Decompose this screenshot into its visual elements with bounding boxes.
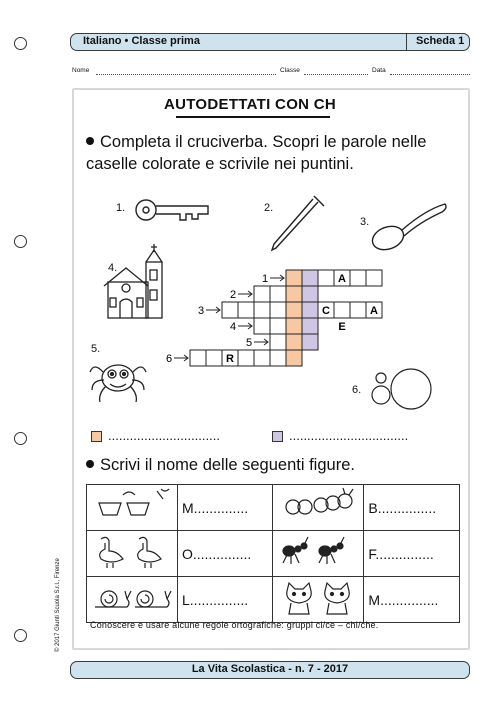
- answer-purple[interactable]: [272, 428, 408, 443]
- ants-icon: [273, 531, 363, 571]
- crossword-cell[interactable]: [222, 302, 238, 318]
- given-letter: A: [370, 305, 378, 317]
- crossword-number: 2: [230, 289, 237, 301]
- crossword-cell[interactable]: [270, 302, 286, 318]
- given-letter: C: [322, 305, 330, 317]
- answer-line: ...............................: [108, 428, 220, 443]
- answer-cell[interactable]: F...............: [364, 531, 460, 577]
- given-letter: E: [338, 321, 346, 333]
- picture-number: 1.: [116, 202, 126, 214]
- crossword-number: 1: [262, 273, 269, 285]
- picture-cell: [273, 531, 364, 577]
- given-letter: A: [338, 273, 346, 285]
- crossword-arrow-icon: [238, 291, 252, 297]
- cats-icon: [273, 577, 363, 617]
- class-label: Classe: [280, 67, 300, 74]
- crossword-cell[interactable]: [254, 286, 270, 302]
- bowls-icon: [87, 485, 177, 525]
- crossword-cell[interactable]: [238, 302, 254, 318]
- crossword-cell[interactable]: [254, 350, 270, 366]
- answer-line: .................................: [289, 428, 409, 443]
- snails-icon: [87, 577, 177, 617]
- instruction-figures: [86, 454, 466, 476]
- page-title: AUTODETTATI CON CH: [163, 96, 337, 113]
- figures-table: [86, 484, 460, 623]
- picture-number: 4.: [108, 262, 118, 274]
- crossword-arrow-icon: [270, 275, 284, 281]
- answer-cell[interactable]: M..............: [178, 485, 273, 531]
- picture-cell: [87, 577, 178, 623]
- picture-cell: [87, 485, 178, 531]
- crossword-cell[interactable]: [334, 302, 350, 318]
- picture-cell: [273, 577, 364, 623]
- crossword-cell[interactable]: [238, 350, 254, 366]
- geese-icon: [87, 531, 177, 571]
- picture-number: 3.: [360, 216, 370, 228]
- crossword-cell[interactable]: [270, 286, 286, 302]
- crossword-arrow-icon: [254, 339, 268, 345]
- answer-cell[interactable]: O...............: [178, 531, 273, 577]
- crossword-cell[interactable]: [190, 350, 206, 366]
- answer-cell[interactable]: B...............: [364, 485, 460, 531]
- crossword-cell[interactable]: [206, 350, 222, 366]
- crossword-arrow-icon: [206, 307, 220, 313]
- picture-number: 2.: [264, 202, 274, 214]
- crossword-cell[interactable]: [302, 286, 318, 302]
- table-row: [87, 531, 460, 577]
- orange-square-icon: [91, 431, 102, 442]
- crossword-number: 6: [166, 353, 173, 365]
- picture-cell: [87, 531, 178, 577]
- answer-orange[interactable]: [91, 428, 220, 443]
- crossword-cell[interactable]: [302, 302, 318, 318]
- bullet-icon: [86, 460, 94, 468]
- instruction-text: Completa il cruciverba. Scopri le parole nelle caselle colorate e scrivile nei puntini.: [86, 133, 427, 173]
- crossword-cell[interactable]: [254, 302, 270, 318]
- crossword-number: 5: [246, 337, 253, 349]
- table-row: [87, 485, 460, 531]
- crossword-cell[interactable]: [286, 334, 302, 350]
- crossword-cell[interactable]: [270, 334, 286, 350]
- picture-number: 5.: [91, 343, 101, 355]
- footer-bar: [70, 661, 470, 679]
- footer-label: La Vita Scolastica - n. 7 - 2017: [191, 663, 349, 675]
- crossword-number: 4: [230, 321, 237, 333]
- crossword-number: 3: [198, 305, 205, 317]
- crossword-cell[interactable]: [350, 302, 366, 318]
- crossword-cell[interactable]: [286, 302, 302, 318]
- picture-number: 6.: [352, 384, 362, 396]
- crossword-cell[interactable]: [286, 270, 302, 286]
- picture-cell: [273, 485, 364, 531]
- table-row: [87, 577, 460, 623]
- crossword-arrow-icon: [174, 355, 188, 361]
- caterpillar-icon: [273, 485, 363, 525]
- subject-label: Italiano • Classe prima: [83, 35, 200, 47]
- crossword-cell[interactable]: [270, 350, 286, 366]
- crossword-cell[interactable]: [286, 286, 302, 302]
- crossword-cell[interactable]: [286, 318, 302, 334]
- name-label: Nome: [72, 67, 90, 74]
- answer-cell[interactable]: L...............: [178, 577, 273, 623]
- given-letter: R: [226, 353, 234, 365]
- crossword-cell[interactable]: [286, 350, 302, 366]
- crossword-cell[interactable]: [302, 334, 318, 350]
- purple-square-icon: [272, 431, 283, 442]
- crossword-arrow-icon: [238, 323, 252, 329]
- crossword-cell[interactable]: [366, 270, 382, 286]
- sheet-label: Scheda 1: [416, 35, 465, 47]
- crossword-cell[interactable]: [350, 270, 366, 286]
- crossword-cell[interactable]: [270, 318, 286, 334]
- crossword-cell[interactable]: [302, 318, 318, 334]
- instruction-text: Scrivi il nome delle seguenti figure.: [100, 456, 355, 474]
- crossword-cell[interactable]: [318, 270, 334, 286]
- crossword-cell[interactable]: [254, 318, 270, 334]
- learning-objective: Conoscere e usare alcune regole ortografiche: gruppi ci/ce – chi/che.: [90, 620, 379, 630]
- answer-cell[interactable]: M...............: [364, 577, 460, 623]
- crossword-cell[interactable]: [302, 270, 318, 286]
- copyright-notice: © 2017 Giunti Scuola S.r.l., Firenze: [55, 558, 61, 652]
- date-label: Data: [372, 67, 386, 74]
